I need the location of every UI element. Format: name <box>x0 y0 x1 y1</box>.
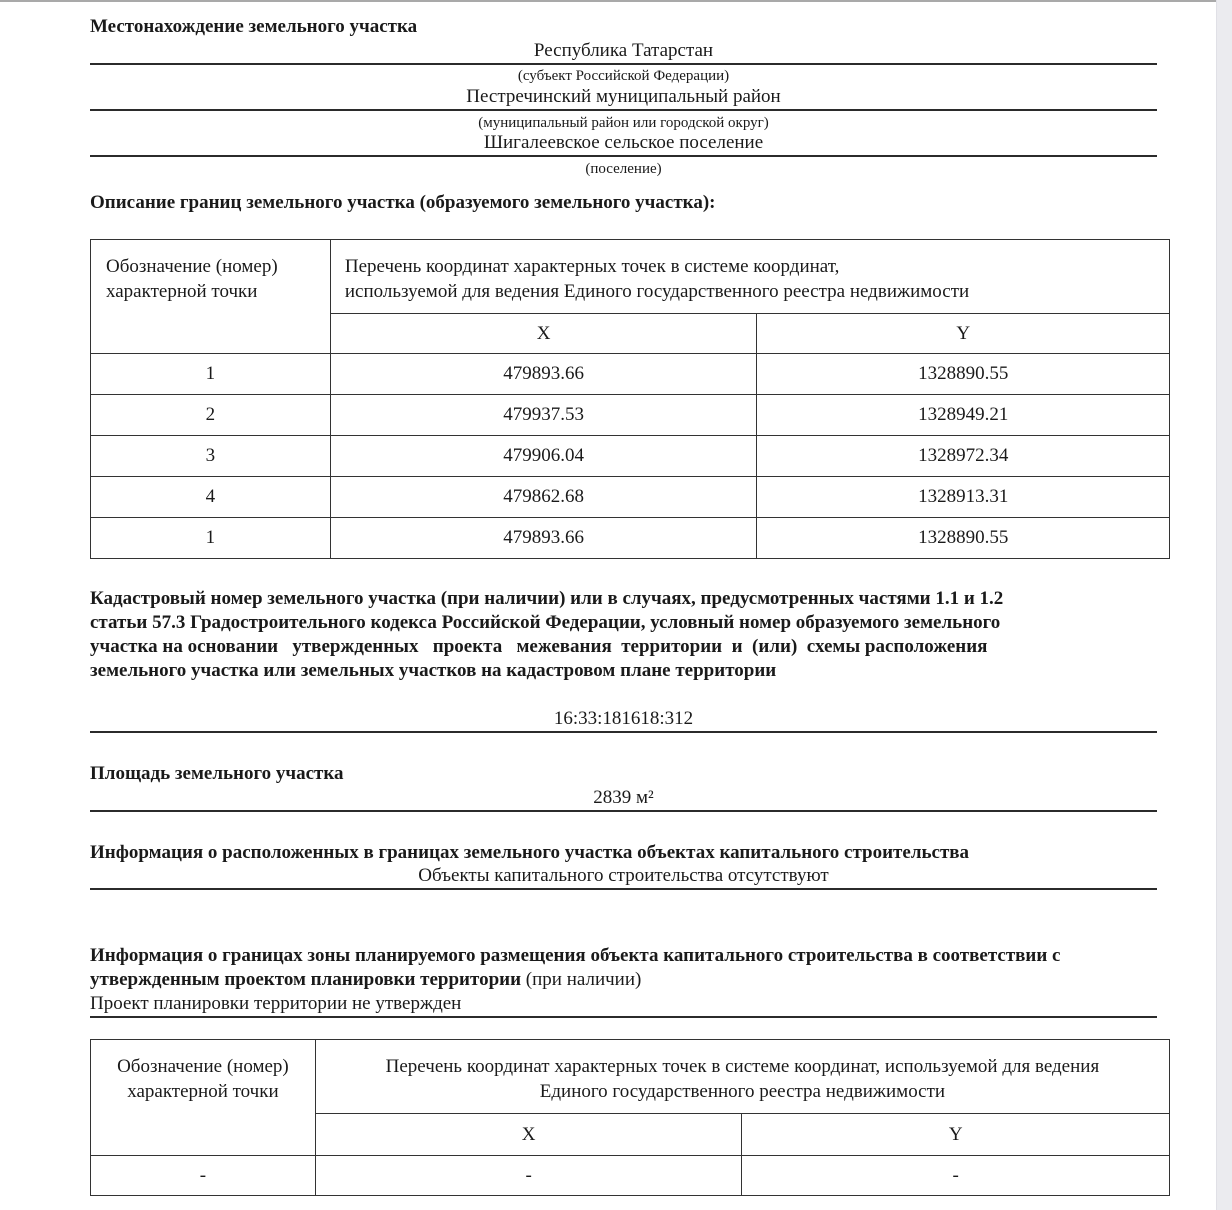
point-cell: 2 <box>91 395 331 436</box>
location-heading: Местонахождение земельного участка <box>90 16 418 37</box>
y-column-header: Y <box>742 1114 1170 1156</box>
coordinates-column-header <box>330 240 1169 314</box>
coords-header-line2: Единого государственного реестра недвижимости <box>539 1081 946 1102</box>
x-cell: 479862.68 <box>330 477 757 518</box>
y-cell: - <box>742 1156 1170 1196</box>
coordinates-column-header <box>315 1040 1169 1114</box>
cadastral-heading-line: земельного участка или земельных участков на кадастровом плане территории <box>90 660 777 681</box>
planning-zone-coordinates-table <box>90 1039 1170 1196</box>
x-cell: 479893.66 <box>330 354 757 395</box>
cadastral-number-field: 16:33:181618:312 <box>90 707 1157 733</box>
table-row <box>91 354 1170 395</box>
x-cell: 479893.66 <box>330 518 757 559</box>
planning-zone-heading-bold: утвержденным проектом планировки территории <box>90 969 522 990</box>
point-cell: 3 <box>91 436 331 477</box>
page-edge-scroll-gutter <box>1216 0 1232 1210</box>
settlement-field: Шигалеевское сельское поселение <box>90 131 1157 157</box>
y-cell: 1328890.55 <box>757 518 1170 559</box>
y-cell: 1328913.31 <box>757 477 1170 518</box>
planning-zone-value-field: Проект планировки территории не утвержден <box>90 992 1157 1018</box>
boundary-coordinates-table <box>90 239 1170 559</box>
coords-header-line1: Перечень координат характерных точек в системе координат, используемой для ведения <box>385 1056 1100 1077</box>
point-cell: 4 <box>91 477 331 518</box>
x-column-header: X <box>315 1114 742 1156</box>
x-column-header: X <box>330 314 757 354</box>
district-field: Пестречинский муниципальный район <box>90 85 1157 111</box>
y-cell: 1328949.21 <box>757 395 1170 436</box>
point-header-line2: характерной точки <box>127 1081 279 1102</box>
table-row <box>91 436 1170 477</box>
subject-field: Республика Татарстан <box>90 39 1157 65</box>
point-header-line1: Обозначение (номер) <box>117 1056 289 1077</box>
boundaries-heading: Описание границ земельного участка (образуемого земельного участка): <box>90 192 716 213</box>
capital-objects-value-field: Объекты капитального строительства отсутствуют <box>90 864 1157 890</box>
settlement-caption: (поселение) <box>585 161 662 177</box>
cadastral-heading-line: участка на основании утвержденных проекта межевания территории и (или) схемы расположения <box>90 636 988 657</box>
y-cell: 1328890.55 <box>757 354 1170 395</box>
area-heading: Площадь земельного участка <box>90 763 344 784</box>
table-row <box>91 518 1170 559</box>
point-cell: 1 <box>91 354 331 395</box>
x-cell: 479937.53 <box>330 395 757 436</box>
planning-zone-heading-line1: Информация о границах зоны планируемого размещения объекта капитального строительства в соответствии с <box>90 945 1061 966</box>
point-header-line2: характерной точки <box>106 281 258 302</box>
point-header-line1: Обозначение (номер) <box>106 256 278 277</box>
cadastral-heading-line: Кадастровый номер земельного участка (при наличии) или в случаях, предусмотренных частями 1.1 и 1.2 <box>90 588 1004 609</box>
top-border <box>0 0 1232 2</box>
y-column-header: Y <box>757 314 1170 354</box>
subject-caption: (субъект Российской Федерации) <box>517 68 730 84</box>
x-cell: 479906.04 <box>330 436 757 477</box>
cadastral-heading-line: статьи 57.3 Градостроительного кодекса Российской Федерации, условный номер образуемого земельного <box>90 612 1001 633</box>
point-cell: 1 <box>91 518 331 559</box>
table-row <box>91 477 1170 518</box>
point-column-header <box>91 1040 316 1156</box>
area-value-field: 2839 м² <box>90 786 1157 812</box>
table-row <box>91 1156 1170 1196</box>
point-column-header <box>91 240 331 354</box>
coords-header-line2: используемой для ведения Единого государственного реестра недвижимости <box>344 281 970 302</box>
cadastral-heading <box>90 587 1170 683</box>
x-cell: - <box>315 1156 742 1196</box>
point-cell: - <box>91 1156 316 1196</box>
coords-header-line1: Перечень координат характерных точек в системе координат, <box>344 256 840 277</box>
y-cell: 1328972.34 <box>757 436 1170 477</box>
district-caption: (муниципальный район или городской округ) <box>478 115 769 131</box>
planning-zone-heading-note: (при наличии) <box>521 969 642 990</box>
planning-zone-heading-line2 <box>90 968 641 992</box>
capital-objects-heading: Информация о расположенных в границах земельного участка объектах капитального строительства <box>90 842 970 863</box>
table-row <box>91 395 1170 436</box>
